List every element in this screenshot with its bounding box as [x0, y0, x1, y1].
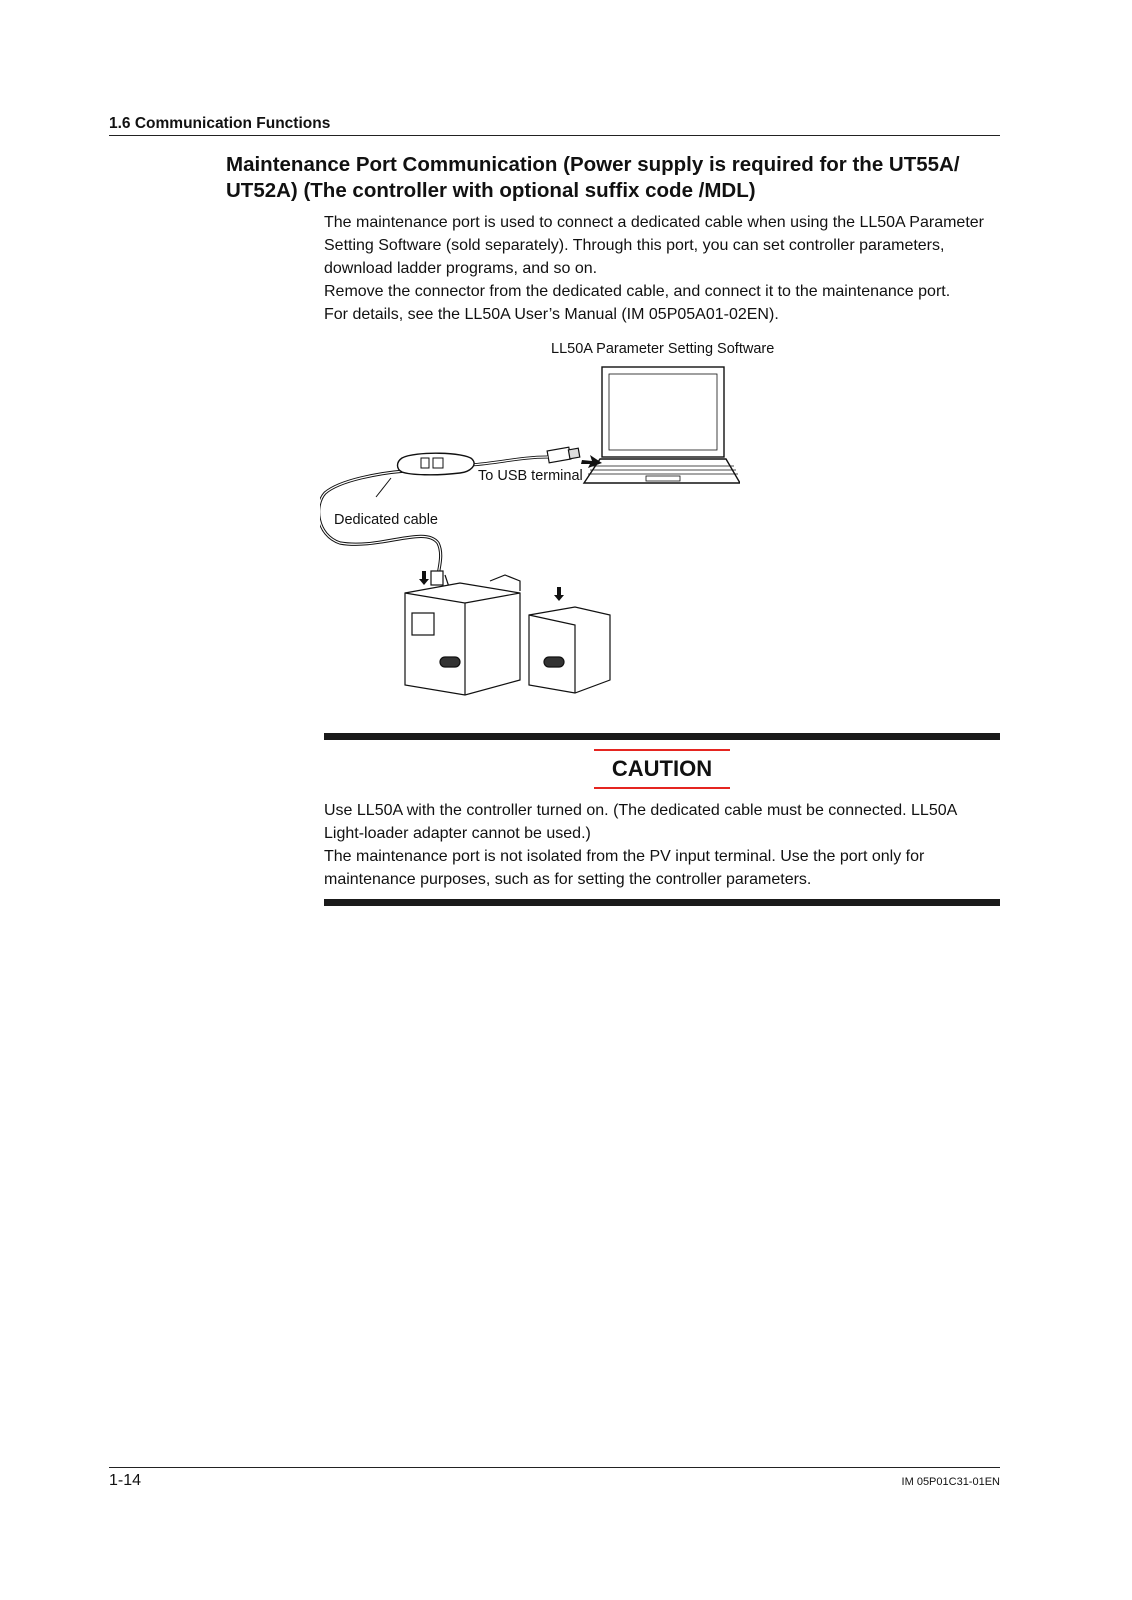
intro-text	[324, 211, 1014, 326]
section-header: 1.6 Communication Functions	[109, 113, 1000, 136]
down-arrow-icon	[554, 587, 564, 601]
caution-paragraph-2: The maintenance port is not isolated from the PV input terminal. Use the port only for maintenance purposes, such as for setting the controller parameters.	[324, 848, 925, 888]
controller-illustrations	[405, 571, 610, 695]
connection-illustration	[320, 345, 740, 715]
page-number: 1-14	[109, 1472, 142, 1489]
page-title: Maintenance Port Communication (Power supply is required for the UT55A/ UT52A) (The controller with optional suffix code /MDL)	[226, 153, 960, 202]
caution-text	[324, 799, 1000, 891]
page-footer	[109, 1467, 1000, 1489]
dedicated-cable-label: Dedicated cable	[334, 512, 438, 528]
connection-diagram	[320, 341, 775, 715]
divider	[324, 733, 1000, 740]
divider	[324, 899, 1000, 906]
usb-connector	[547, 447, 580, 463]
intro-paragraph-2: Remove the connector from the dedicated cable, and connect it to the maintenance port.	[324, 283, 951, 300]
intro-paragraph-3: For details, see the LL50A User’s Manual (IM 05P05A01-02EN).	[324, 306, 779, 323]
intro-paragraph-1: The maintenance port is used to connect a dedicated cable when using the LL50A Parameter Setting Software (sold separately). Through this port, you can set controller parameters, download ladder programs, and so on.	[324, 214, 984, 277]
usb-terminal-label: To USB terminal	[478, 468, 583, 484]
document-id: IM 05P01C31-01EN	[901, 1476, 1000, 1488]
caution-paragraph-1: Use LL50A with the controller turned on. (The dedicated cable must be connected. LL50A Light-loader adapter cannot be used.)	[324, 802, 957, 842]
software-label: LL50A Parameter Setting Software	[551, 341, 775, 357]
laptop-illustration	[584, 367, 740, 483]
caution-box	[324, 733, 1000, 906]
down-arrow-icon	[419, 571, 429, 585]
caution-title: CAUTION	[594, 749, 730, 789]
